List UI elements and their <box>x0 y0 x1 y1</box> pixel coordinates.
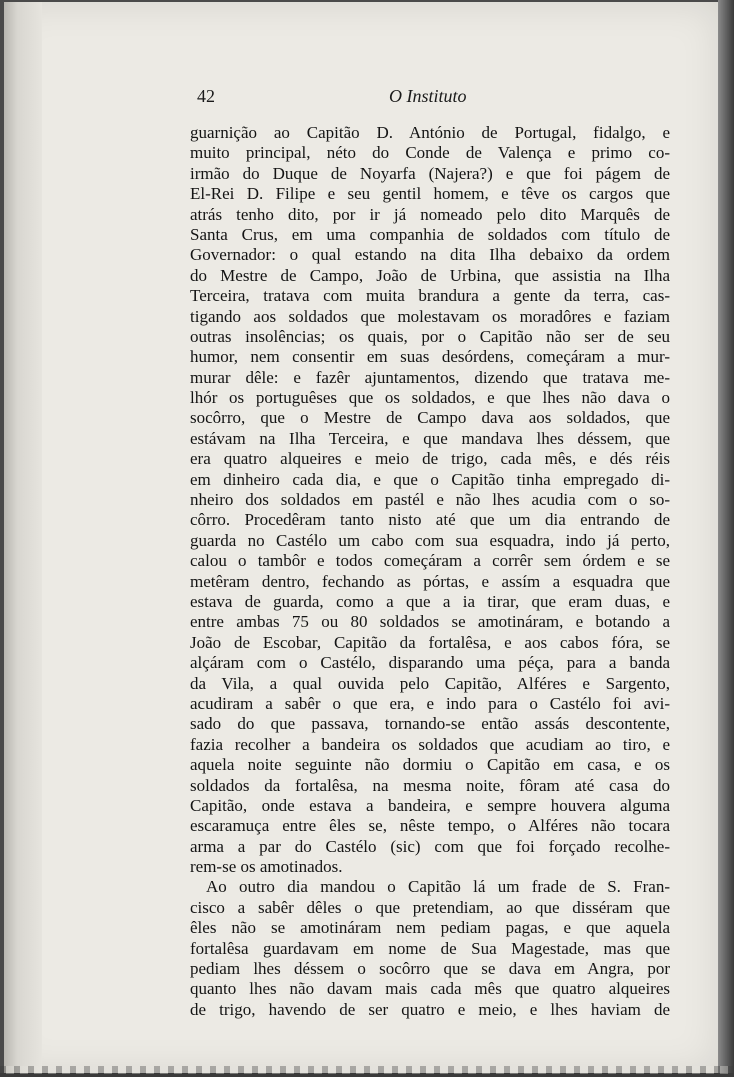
text-line: era quatro alqueires e meio de trigo, cada mês, e dés réis <box>190 449 670 469</box>
text-line: Terceira, tratava com muita brandura a gente da terra, cas- <box>190 286 670 306</box>
running-header <box>197 86 669 112</box>
text-line: êles não se amotináram nem pediam pagas, e que aquela <box>190 918 670 938</box>
text-line: guarda no Castélo um cabo com sua esquadra, indo já perto, <box>190 530 670 550</box>
text-line: fazia recolher a bandeira os soldados que acudiam ao tiro, e <box>190 734 670 754</box>
text-line: de trigo, havendo de ser quatro e meio, e lhes haviam de <box>190 999 670 1019</box>
text-line: humor, nem consentir em suas desórdens, começáram a mur- <box>190 347 670 367</box>
text-line: soldados da fortalêsa, na mesma noite, fôram até casa do <box>190 775 670 795</box>
text-line: acudiram a sabêr o que era, e indo para o Castélo foi avi- <box>190 693 670 713</box>
text-line: Santa Crus, em uma companhia de soldados com título de <box>190 224 670 244</box>
text-line: pediam lhes déssem o socôrro que se dava em Angra, por <box>190 959 670 979</box>
text-line: nheiro dos soldados em pastél e não lhes acudia com o so- <box>190 490 670 510</box>
text-line: do Mestre de Campo, João de Urbina, que assistia na Ilha <box>190 265 670 285</box>
scan-edge-right <box>718 0 734 1077</box>
text-line: metêram dentro, fechando as pórtas, e assím a esquadra que <box>190 571 670 591</box>
text-line: Governador: o qual estando na dita Ilha debaixo da ordem <box>190 245 670 265</box>
text-line: irmão do Duque de Noyarfa (Najera?) e que foi págem de <box>190 163 670 183</box>
body-text <box>190 123 670 1020</box>
text-line: côrro. Procedêram tanto nisto até que um dia entrando de <box>190 510 670 530</box>
text-line: quanto lhes não davam mais cada mês que quatro alqueires <box>190 979 670 999</box>
text-line: Capitão, onde estava a bandeira, e sempre houvera alguma <box>190 795 670 815</box>
page-bottom-border <box>0 1066 734 1074</box>
text-line: Ao outro dia mandou o Capitão lá um frade de S. Fran- <box>206 877 670 897</box>
text-line: escaramuça entre êles se, nêste tempo, o Alféres não tocara <box>190 816 670 836</box>
text-line: guarnição ao Capitão D. António de Portugal, fidalgo, e <box>190 123 670 142</box>
text-line: outras insolências; os quais, por o Capitão não ser de seu <box>190 326 670 346</box>
text-line: socôrro, que o Mestre de Campo dava aos soldados, que <box>190 408 670 428</box>
text-line: atrás tenho dito, por ir já nomeado pelo dito Marquês de <box>190 204 670 224</box>
text-line: murar dêle: e fazêr ajuntamentos, dizendo que tratava me- <box>190 367 670 387</box>
text-line: fortalêsa guardavam em nome de Sua Magestade, mas que <box>190 938 670 958</box>
text-line: sado do que passava, tornando-se então assás descontente, <box>190 714 670 734</box>
page-number: 42 <box>197 86 215 106</box>
text-line: estávam na Ilha Terceira, e que mandava lhes déssem, que <box>190 428 670 448</box>
text-line: alçáram com o Castélo, disparando uma péça, para a banda <box>190 653 670 673</box>
text-line: em dinheiro cada dia, e que o Capitão tinha empregado di- <box>190 469 670 489</box>
text-line: entre ambas 75 ou 80 soldados se amotináram, e botando a <box>190 612 670 632</box>
text-line: João de Escobar, Capitão da fortalêsa, e aos cabos fóra, se <box>190 632 670 652</box>
text-line: arma a par do Castélo (sic) com que foi forçado recolhe- <box>190 836 670 856</box>
text-line: estava de guarda, como a que a ia tirar, que eram duas, e <box>190 591 670 611</box>
text-line: lhór os portuguêses que os soldados, e que lhes não dava o <box>190 388 670 408</box>
text-line: calou o tambôr e todos começáram a corrêr sem órdem e se <box>190 551 670 571</box>
text-line: rem-se os amotinados. <box>190 857 343 877</box>
text-line: da Vila, a qual ouvida pelo Capitão, Alféres e Sargento, <box>190 673 670 693</box>
page-gutter-shadow <box>4 2 42 1074</box>
text-line: El-Rei D. Filipe e seu gentil homem, e têve os cargos que <box>190 184 670 204</box>
text-line: aquela noite seguinte não dormiu o Capitão em casa, e os <box>190 755 670 775</box>
text-line: cisco a sabêr dêles o que pretendiam, ao que disséram que <box>190 897 670 917</box>
running-title: O Instituto <box>389 86 467 106</box>
text-line: muito principal, néto do Conde de Valença e primo co- <box>190 143 670 163</box>
text-line: tigando aos soldados que molestavam os moradôres e faziam <box>190 306 670 326</box>
